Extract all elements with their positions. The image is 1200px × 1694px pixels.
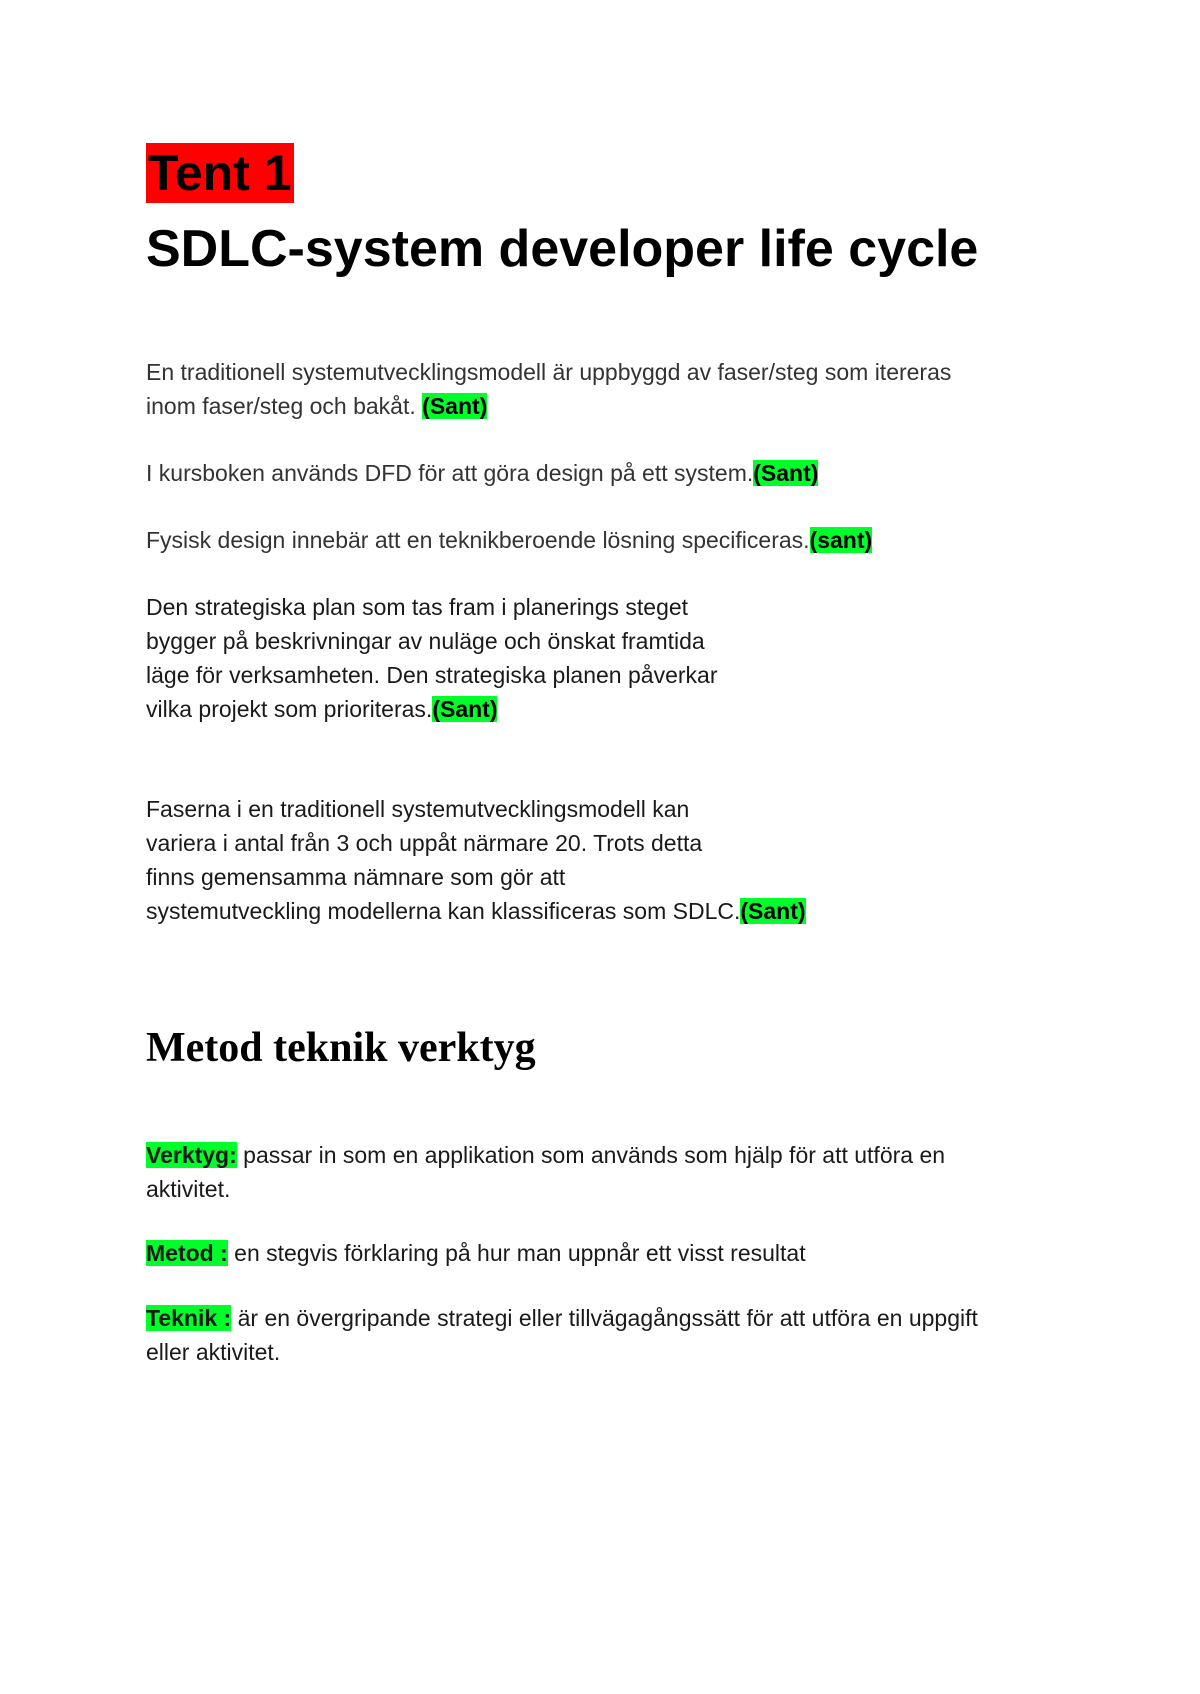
definition-term: Metod : xyxy=(146,1240,228,1266)
statement-line: variera i antal från 3 och uppåt närmare 20. Trots detta xyxy=(146,830,703,856)
definition-term: Teknik : xyxy=(146,1305,232,1331)
answer-badge: (Sant) xyxy=(753,460,819,486)
definition-text: en stegvis förklaring på hur man uppnår ett visst resultat xyxy=(227,1240,806,1266)
definition-text: passar in som en applikation som används som hjälp för att utföra en xyxy=(236,1142,946,1168)
page-title: SDLC-system developer life cycle xyxy=(146,220,979,278)
statement-2 xyxy=(146,456,818,490)
statement-line: Den strategiska plan som tas fram i planerings steget xyxy=(146,594,689,620)
statement-line: bygger på beskrivningar av nuläge och önskat framtida xyxy=(146,628,705,654)
statement-line: läge för verksamheten. Den strategiska planen påverkar xyxy=(146,662,718,688)
statement-line: Fysisk design innebär att en teknikberoende lösning specificeras. xyxy=(146,527,810,553)
section-title: Metod teknik verktyg xyxy=(146,1025,536,1071)
definition-text: är en övergripande strategi eller tillvägagångssätt för att utföra en uppgift xyxy=(231,1305,978,1331)
definition-text: eller aktivitet. xyxy=(146,1339,281,1365)
statement-line: systemutveckling modellerna kan klassificeras som SDLC. xyxy=(146,898,741,924)
statement-line: Faserna i en traditionell systemutvecklingsmodell kan xyxy=(146,796,690,822)
answer-badge: (Sant) xyxy=(432,696,498,722)
definition-teknik xyxy=(146,1301,978,1369)
statement-3 xyxy=(146,523,872,557)
statement-line: inom faser/steg och bakåt. xyxy=(146,393,423,419)
definition-verktyg xyxy=(146,1138,945,1206)
statement-1 xyxy=(146,355,951,423)
statement-line: En traditionell systemutvecklingsmodell är uppbyggd av faser/steg som itereras xyxy=(146,359,952,385)
answer-badge: (Sant) xyxy=(740,898,806,924)
statement-line: I kursboken används DFD för att göra design på ett system. xyxy=(146,460,754,486)
statement-line: finns gemensamma nämnare som gör att xyxy=(146,864,566,890)
tent-label: Tent 1 xyxy=(148,145,292,201)
statement-4 xyxy=(146,590,717,726)
definition-metod xyxy=(146,1236,806,1270)
answer-badge: (sant) xyxy=(809,527,873,553)
definition-text: aktivitet. xyxy=(146,1176,231,1202)
statement-line: vilka projekt som prioriteras. xyxy=(146,696,433,722)
statement-5 xyxy=(146,792,806,928)
answer-badge: (Sant) xyxy=(422,393,488,419)
definition-term: Verktyg: xyxy=(146,1142,237,1168)
